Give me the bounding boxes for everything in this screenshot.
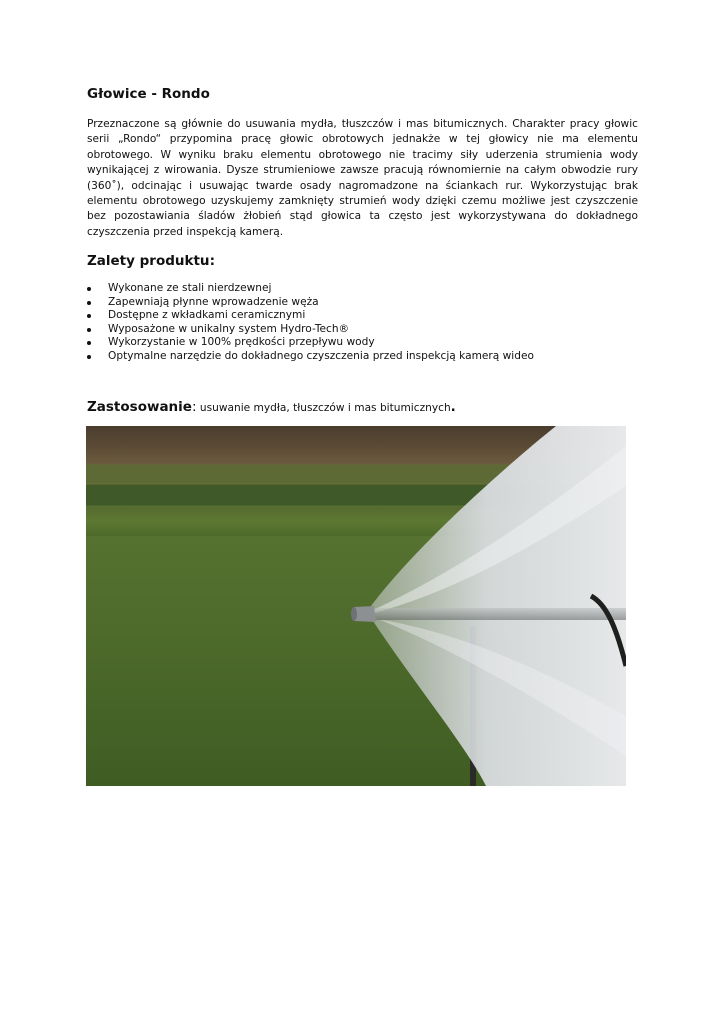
bullet-icon [87,341,91,345]
bullet-icon [87,287,91,291]
usage-label: Zastosowanie [87,399,192,415]
usage-line [87,396,456,415]
list-item-text: Dostępne z wkładkami ceramicznymi [108,309,306,322]
intro-paragraph: Przeznaczone są głównie do usuwania mydła, tłuszczów i mas bitumicznych. Charakter pracy głowic serii „Rondo“ przypomina pracę głowic obrotowych jednakże w tej głowicy nie ma elementu obrotowego. W wyniku braku elementu obrotowego nie tracimy siły uderzenia strumienia wody wynikającej z wirowania. Dysze strumieniowe zawsze pracują równomiernie na całym obwodzie rury (360˚), odcinając i usuwając twarde osady nagromadzone na ściankach rur. Wykorzystując brak elementu obrotowego uzyskujemy zamknięty strumień wody dzięki czemu możliwe jest czyszczenie bez pozostawiania śladów żłobień stąd głowica ta często jest wykorzystywana do dokładnego czyszczenia przed inspekcją kamerą. [87,118,638,238]
page-title: Głowice - Rondo [87,86,210,102]
advantages-list [87,282,534,364]
advantages-heading-colon: : [209,253,215,269]
list-item [87,323,534,337]
list-item [87,350,534,364]
list-item-text: Wykorzystanie w 100% prędkości przepływu wody [108,336,375,349]
list-item [87,336,534,350]
product-photo [86,426,626,786]
list-item [87,309,534,323]
list-item [87,296,534,310]
list-item-text: Zapewniają płynne wprowadzenie węża [108,295,319,308]
usage-period: . [450,399,456,415]
bullet-icon [87,314,91,318]
bullet-icon [87,301,91,305]
advantages-heading [87,253,215,269]
advantages-heading-text: Zalety produktu [87,253,210,269]
rondo-nozzle [354,606,376,622]
usage-colon: : [191,399,197,415]
list-item-text: Wykonane ze stali nierdzewnej [108,282,272,294]
list-item-text: Wyposażone w unikalny system Hydro-Tech® [108,322,350,335]
list-item-text: Optymalne narzędzie do dokładnego czyszczenia przed inspekcją kamerą wideo [108,349,534,362]
usage-text: usuwanie mydła, tłuszczów i mas bitumicznych [196,402,451,414]
list-item [87,282,534,296]
bullet-icon [87,355,91,359]
bullet-icon [87,328,91,332]
hose-pipe [374,608,626,620]
